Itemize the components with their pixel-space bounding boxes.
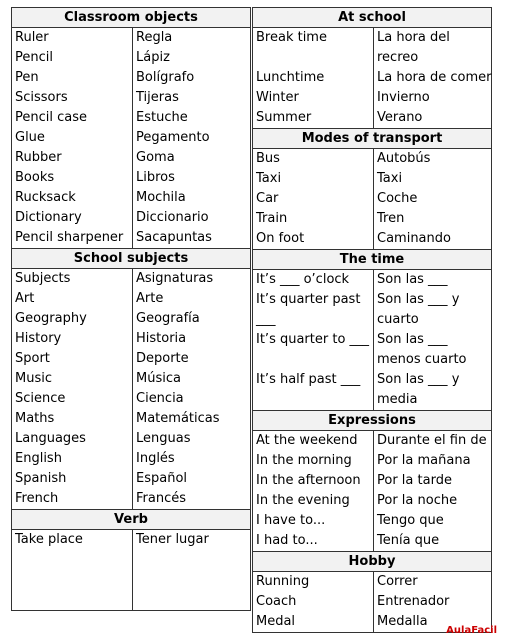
spanish-term: Autobús [373,149,492,169]
spanish-term: Arte [132,289,251,309]
english-term: Bus [256,151,280,166]
section-at-school [252,7,492,129]
spanish-term: Por la tarde [373,471,492,491]
english-term: In the afternoon [256,473,361,488]
section-header: School subjects [12,249,250,269]
spanish-term: Verano [373,108,492,128]
vocab-table [253,28,491,128]
section-hobby [252,552,492,633]
english-term: Ruler [15,30,49,45]
english-term: Spanish [15,471,67,486]
section-header: Classroom objects [12,8,250,28]
spanish-term: Regla [132,28,251,48]
spanish-term: Durante el fin de [373,431,492,451]
english-term: It’s half past ___ [256,372,361,387]
spanish-term: Diccionario [132,208,251,228]
english-term: Pencil sharpener [15,230,124,245]
english-term: In the evening [256,493,350,508]
spanish-term: La hora del recreo [373,28,492,68]
spanish-term: Pegamento [132,128,251,148]
vocab-table [253,431,491,551]
section-header: Expressions [253,411,491,431]
english-term: Geography [15,311,87,326]
vocab-table [12,530,250,610]
spanish-term: Son las ___ y cuarto [373,290,492,330]
english-term: Take place [15,532,83,547]
right-column [252,7,492,633]
empty-cell [132,550,251,610]
spanish-term: Música [132,369,251,389]
section-header: At school [253,8,491,28]
english-term: Glue [15,130,45,145]
english-term: Subjects [15,271,71,286]
english-term: Languages [15,431,86,446]
spanish-term: Lenguas [132,429,251,449]
spanish-term: Coche [373,189,492,209]
section-verb [11,510,251,611]
english-term: Train [256,211,288,226]
watermark-logo: AulaFacil [446,625,497,636]
english-term: Art [15,291,35,306]
english-term: It’s quarter past ___ [256,292,361,327]
english-term: In the morning [256,453,352,468]
vocabulary-sheet [11,7,494,627]
spanish-term: Ciencia [132,389,251,409]
spanish-term: Taxi [373,169,492,189]
section-header: Hobby [253,552,491,572]
english-term: Pencil [15,50,53,65]
spanish-term: Español [132,469,251,489]
spanish-term: Por la mañana [373,451,492,471]
section-the-time [252,250,492,411]
spanish-term: Son las ___ y media [373,370,492,410]
spanish-term: Son las ___ [373,270,492,290]
spanish-term: Tenía que [373,531,492,551]
english-term: Rubber [15,150,62,165]
spanish-term: Geografía [132,309,251,329]
spanish-term: Tren [373,209,492,229]
section-school-subjects [11,249,251,510]
english-term: English [15,451,62,466]
spanish-term: Estuche [132,108,251,128]
spanish-term: Entrenador [373,592,492,612]
spanish-term: La hora de comer [373,68,492,88]
vocab-table [12,269,250,509]
spanish-term: Medalla [373,612,492,632]
spanish-term: Son las ___ menos cuarto [373,330,492,370]
english-term: I had to... [256,533,318,548]
english-term: On foot [256,231,305,246]
english-term: Pencil case [15,110,88,125]
vocab-table [253,149,491,249]
english-term: Dictionary [15,210,82,225]
english-term: Sport [15,351,50,366]
spanish-term: Mochila [132,188,251,208]
left-column [11,7,251,611]
section-header: Modes of transport [253,129,491,149]
spanish-term: Bolígrafo [132,68,251,88]
english-term: Winter [256,90,299,105]
spanish-term: Francés [132,489,251,509]
english-term: Scissors [15,90,68,105]
vocab-table [253,572,491,632]
english-term: I have to... [256,513,326,528]
english-term: Coach [256,594,297,609]
english-term: Car [256,191,279,206]
spanish-term: Deporte [132,349,251,369]
english-term: French [15,491,59,506]
spanish-term: Sacapuntas [132,228,251,248]
english-term: Science [15,391,66,406]
spanish-term: Matemáticas [132,409,251,429]
spanish-term: Inglés [132,449,251,469]
english-term: Maths [15,411,55,426]
spanish-term: Tijeras [132,88,251,108]
section-modes-of-transport [252,129,492,250]
english-term: Summer [256,110,312,125]
spanish-term: Tener lugar [132,530,251,550]
english-term: Lunchtime [256,70,325,85]
english-term: Break time [256,30,327,45]
vocab-table [253,270,491,410]
english-term: At the weekend [256,433,358,448]
section-expressions [252,411,492,552]
spanish-term: Asignaturas [132,269,251,289]
section-classroom-objects [11,7,251,249]
english-term: It’s quarter to ___ [256,332,370,347]
spanish-term: Correr [373,572,492,592]
english-term: Rucksack [15,190,76,205]
spanish-term: Libros [132,168,251,188]
english-term: Taxi [256,171,282,186]
spanish-term: Historia [132,329,251,349]
section-header: The time [253,250,491,270]
spanish-term: Caminando [373,229,492,249]
spanish-term: Invierno [373,88,492,108]
section-header: Verb [12,510,250,530]
spanish-term: Goma [132,148,251,168]
english-term: It’s ___ o’clock [256,272,350,287]
english-term: Medal [256,614,296,629]
spanish-term: Lápiz [132,48,251,68]
spanish-term: Por la noche [373,491,492,511]
english-term: Music [15,371,52,386]
vocab-table [12,28,250,248]
english-term: History [15,331,62,346]
english-term: Pen [15,70,39,85]
empty-cell [12,550,132,610]
english-term: Books [15,170,55,185]
spanish-term: Tengo que [373,511,492,531]
english-term: Running [256,574,310,589]
